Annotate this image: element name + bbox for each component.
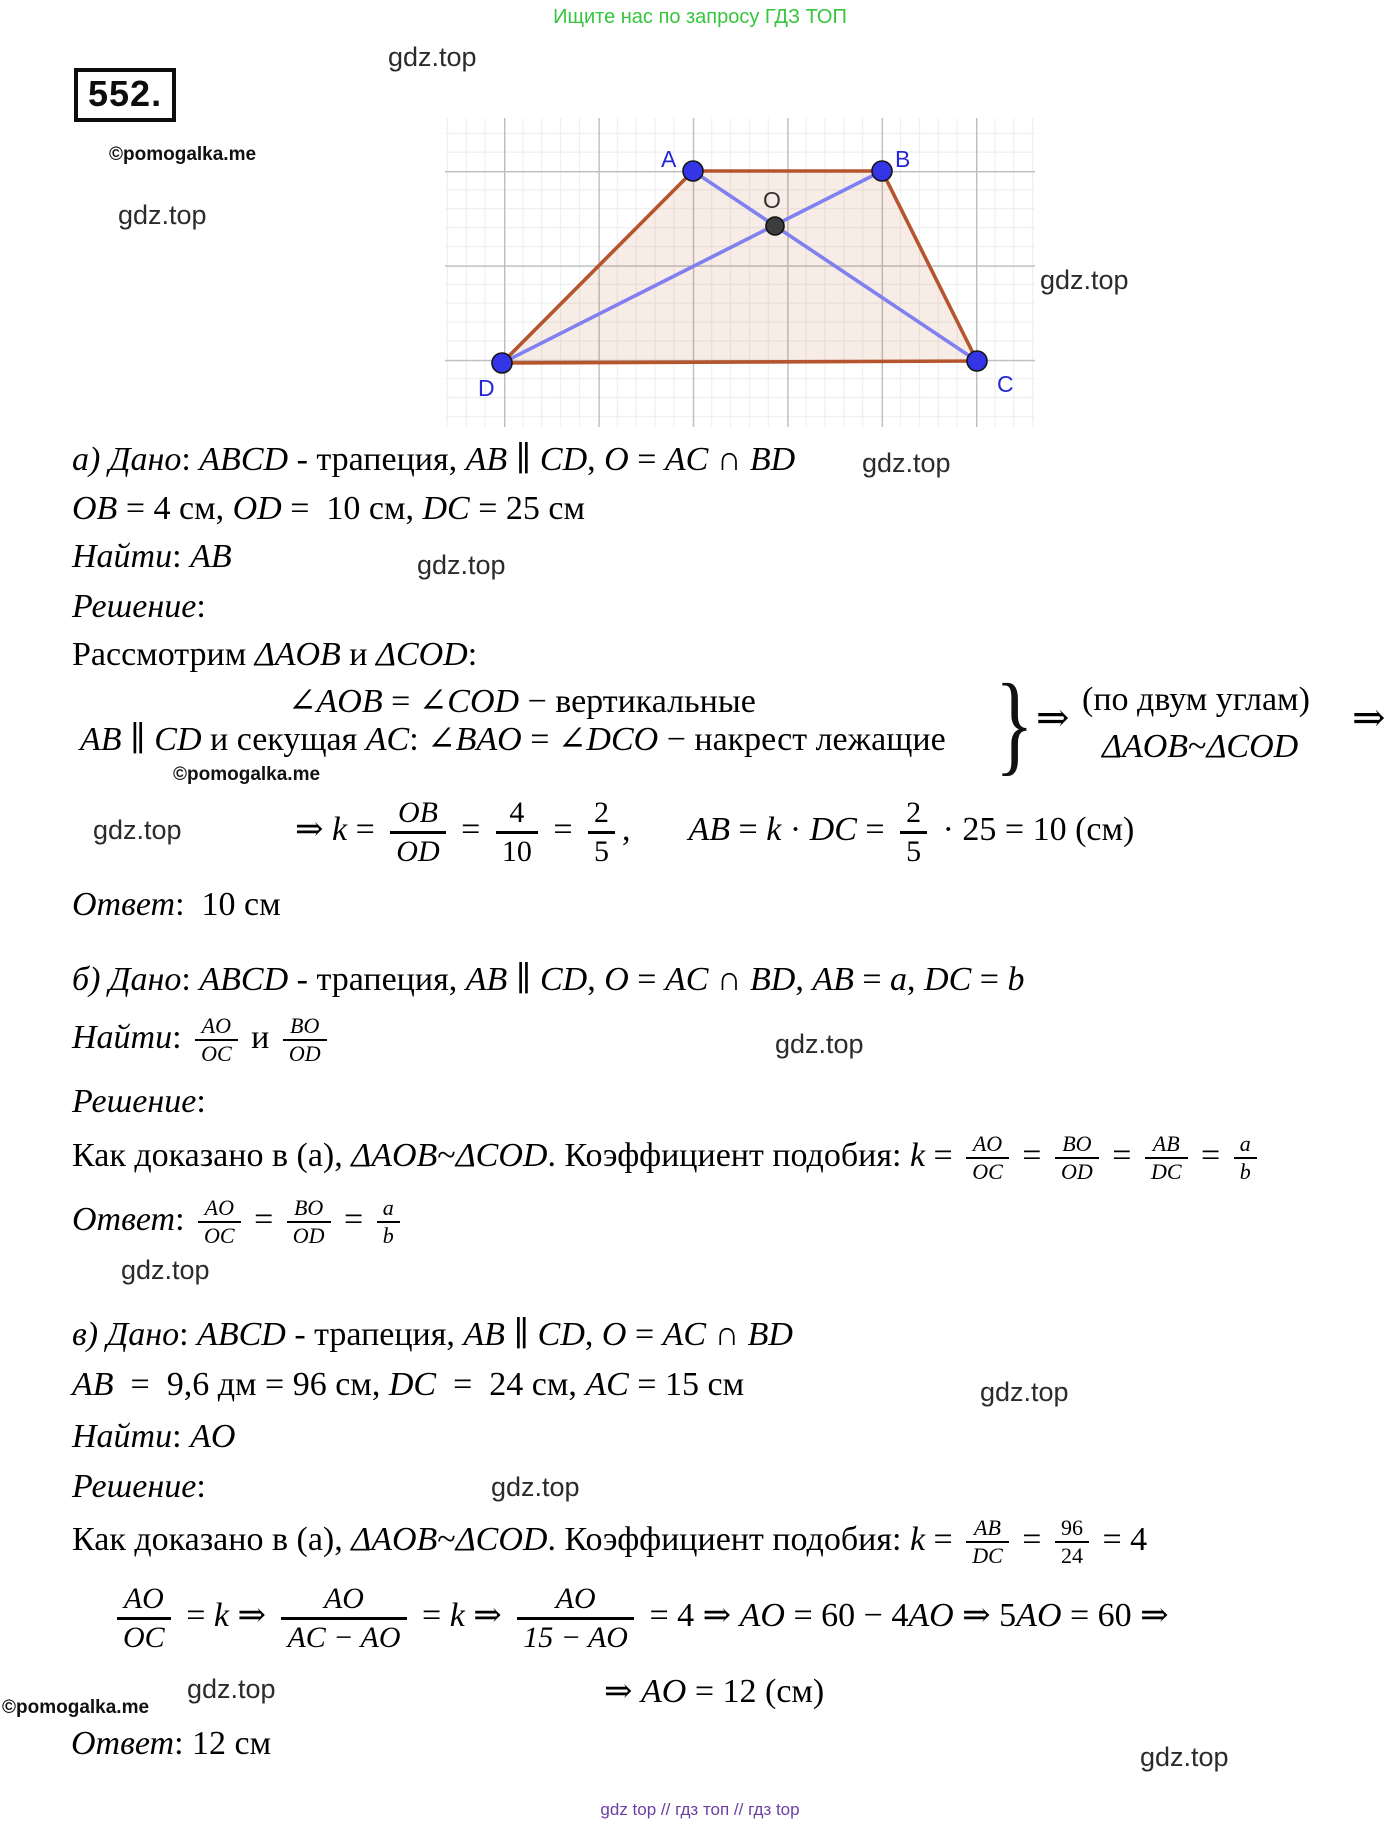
equation-chain-v: $\frac{AO}{OC}$ = k ⇒ $\frac{AO}{AC - AO}$ = k ⇒ $\frac{AO}{15 - AO}$ = 4 ⇒ AO = 60 − 4AO ⇒ 5AO = 60 ⇒ [110,1582,1169,1654]
gdz-top-watermark: gdz.top [980,1377,1069,1407]
vertex-label-d: D [478,375,495,401]
gdz-top-watermark: gdz.top [491,1472,580,1502]
proven-line-v: Как доказано в (а), ΔAOB~ΔCOD. Коэффициент подобия: k = $\frac{AB}{DC}$ = $\frac{96}{24}$ = 4 [72,1515,1148,1568]
find-line-b: Найти: $\frac{AO}{OC}$ и $\frac{BO}{OD}$ [72,1014,332,1066]
given-values-line-a: OB = 4 см, OD = 10 см, DC = 25 см [72,490,586,527]
system-brace: } [995,662,1034,786]
vertex-point-a [683,161,703,181]
coefficient-equation-a: ⇒ k = $\frac{OB}{OD}$ = $\frac{4}{10}$ = $\frac{2}{5}$ , AB = k · DC = $\frac{2}{5}$ · 25 = 10 (см) [295,796,1135,868]
solution-label-b: Решение: [72,1083,206,1120]
equation-result-v: ⇒ AO = 12 (см) [604,1673,825,1710]
pomogalka-watermark: ©pomogalka.me [2,1697,150,1718]
answer-line-v: Ответ: 12 см [71,1725,272,1762]
problem-number-badge: 552. [74,68,176,122]
implies-arrow: ⇒ [1352,695,1386,740]
gdz-top-watermark: gdz.top [187,1674,276,1704]
footer-links: gdz top // гдз топ // гдз top [600,1800,800,1819]
gdz-top-watermark: gdz.top [775,1029,864,1059]
similarity-statement: ΔAOB~ΔCOD [1102,728,1299,765]
gdz-top-watermark: gdz.top [118,200,207,230]
proven-line-b: Как доказано в (а), ΔAOB~ΔCOD. Коэффициент подобия: k = $\frac{AO}{OC}$ = $\frac{BO}{OD}$ = $\frac{AB}{DC}$ = $\frac{a}{b}$ [72,1132,1262,1184]
pomogalka-watermark: ©pomogalka.me [173,764,321,785]
given-line-b: б) Дано: ABCD - трапеция, AB ∥ CD, O = AC ∩ BD, AB = a, DC = b [72,961,1025,998]
vertex-point-b [872,161,892,181]
vertex-label-a: A [661,146,677,172]
system-line-1: ∠AOB = ∠COD − вертикальные [288,683,756,720]
solution-label-a: Решение: [72,588,206,625]
header-banner: Ищите нас по запросу ГДЗ ТОП [553,6,847,28]
gdz-top-watermark: gdz.top [1040,265,1129,295]
gdz-top-watermark: gdz.top [862,448,951,478]
vertex-point-d [492,353,512,373]
given-line-a: а) Дано: ABCD - трапеция, AB ∥ CD, O = AC ∩ BD [72,441,796,478]
intersection-point-o [766,217,784,235]
gdz-top-watermark: gdz.top [1140,1742,1229,1772]
by-two-angles-note: (по двум углам) [1082,681,1310,718]
implies-arrow: ⇒ [1036,695,1070,740]
pomogalka-watermark: ©pomogalka.me [109,144,257,165]
answer-line-a: Ответ: 10 см [72,886,281,923]
system-line-2: AB ∥ CD и секущая AC: ∠BAO = ∠DCO − накрест лежащие [80,721,946,758]
gdz-top-watermark: gdz.top [388,42,477,72]
vertex-label-b: B [895,146,911,172]
given-line-v: в) Дано: ABCD - трапеция, AB ∥ CD, O = AC ∩ BD [72,1316,793,1353]
trapezoid-figure [445,118,1035,427]
gdz-top-watermark: gdz.top [417,550,506,580]
answer-line-b: Ответ: $\frac{AO}{OC}$ = $\frac{BO}{OD}$ = $\frac{a}{b}$ [72,1196,405,1248]
consider-line-a: Рассмотрим ΔAOB и ΔCOD: [72,636,478,673]
find-line-a: Найти: AB [72,538,232,575]
vertex-point-c [967,351,987,371]
vertex-label-c: C [997,371,1014,397]
given-values-line-v: AB = 9,6 дм = 96 см, DC = 24 см, AC = 15 см [72,1366,745,1403]
geometry-diagram [445,118,1035,427]
intersection-label-o: O [763,187,781,213]
solution-label-v: Решение: [72,1468,206,1505]
find-line-v: Найти: AO [72,1418,236,1455]
gdz-top-watermark: gdz.top [93,815,182,845]
gdz-top-watermark: gdz.top [121,1255,210,1285]
